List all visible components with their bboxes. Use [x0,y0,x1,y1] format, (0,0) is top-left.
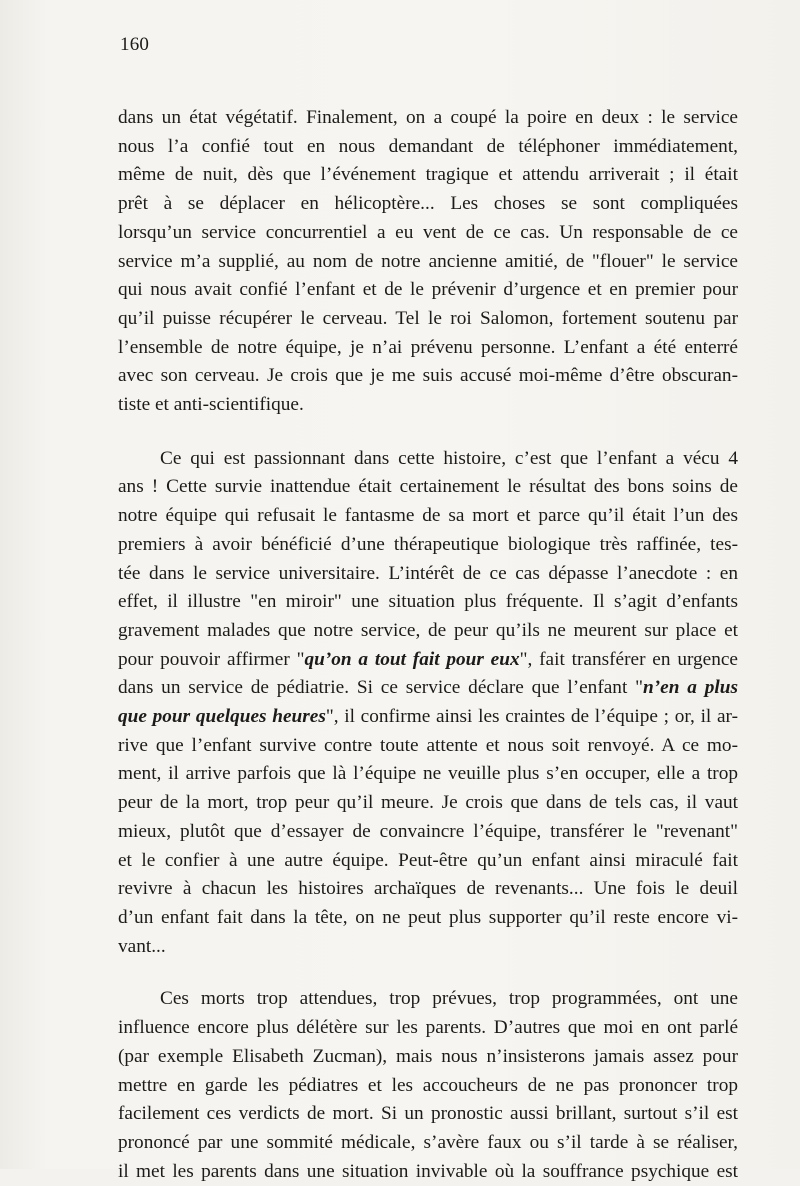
emphasis-quote: qu’on a tout fait pour eux [304,648,520,670]
paragraph-2 [118,445,738,962]
text-line: influence encore plus délétère sur les parents. D’autres que moi en ont parlé [118,1017,738,1039]
text-line: mieux, plutôt que d’essayer de convaincre l’équipe, transférer le "revenant" [118,820,738,842]
text-line: il met les parents dans une situation invivable où la souffrance psychique est [118,1160,738,1182]
paragraph-1 [118,104,738,420]
text-segment: ", il confirme ainsi les craintes de l’équipe ; or, il ar- [325,706,739,728]
text-line: Ce qui est passionnant dans cette histoire, c’est que l’enfant a vécu 4 [160,447,738,469]
page-number: 160 [120,34,150,55]
text-line: gravement malades que notre service, de peur qu’ils ne meurent sur place et [118,619,738,641]
text-line: notre équipe qui refusait le fantasme de sa mort et parce qu’il était l’un des [118,505,738,527]
text-line: avec son cerveau. Je crois que je me suis accusé moi-même d’être obscuran- [118,365,738,387]
text-line: qu’il puisse récupérer le cerveau. Tel le roi Salomon, fortement soutenu par [118,307,738,329]
text-line [118,646,738,675]
emphasis-quote: n’en a plus [643,677,738,699]
paragraph-3 [118,985,738,1186]
text-segment: ", fait transférer en urgence [519,648,738,670]
text-line: Ces morts trop attendues, trop prévues, trop programmées, ont une [160,988,738,1010]
text-line: même de nuit, dès que l’événement tragique et attendu arriverait ; il était [118,164,738,186]
text-segment: dans un service de pédiatrie. Si ce service déclare que l’enfant " [118,677,644,699]
text-line: mettre en garde les pédiatres et les accoucheurs de ne pas prononcer trop [118,1074,738,1096]
text-line: revivre à chacun les histoires archaïques de revenants... Une fois le deuil [118,878,738,900]
body-text [118,104,738,1186]
text-line: rive que l’enfant survive contre toute attente et nous soit renvoyé. A ce mo- [118,734,738,756]
emphasis-quote: que pour quelques heures [118,706,326,728]
text-line: vant... [118,935,166,957]
text-line: qui nous avait confié l’enfant et de le prévenir d’urgence et en premier pour [118,279,738,301]
text-line: tée dans le service universitaire. L’intérêt de ce cas dépasse l’anecdote : en [118,562,738,584]
text-line: dans un état végétatif. Finalement, on a coupé la poire en deux : le service [118,107,738,128]
text-line: peur de la mort, trop peur qu’il meure. Je crois que dans de tels cas, il vaut [118,792,738,814]
text-line [118,674,738,703]
text-line: service m’a supplié, au nom de notre ancienne amitié, de "flouer" le service [118,250,738,272]
text-line [118,703,738,732]
text-segment: pour pouvoir affirmer " [118,648,305,670]
text-line: et le confier à une autre équipe. Peut-être qu’un enfant ainsi miraculé fait [118,849,738,871]
text-line: (par exemple Elisabeth Zucman), mais nous n’insisterons jamais assez pour [118,1045,738,1067]
text-line: tiste et anti-scientifique. [118,394,304,416]
text-line: l’ensemble de notre équipe, je n’ai prévenu personne. L’enfant a été enterré [118,336,738,358]
text-line: ment, il arrive parfois que là l’équipe ne veuille plus s’en occuper, elle a trop [118,763,738,785]
text-line: nous l’a confié tout en nous demandant de téléphoner immédiatement, [118,135,738,157]
text-line: prêt à se déplacer en hélicoptère... Les choses se sont compliquées [118,193,738,215]
text-line: prononcé par une sommité médicale, s’avère faux ou s’il tarde à se réaliser, [118,1131,738,1153]
text-line: lorsqu’un service concurrentiel a eu vent de ce cas. Un responsable de ce [118,221,738,243]
text-line: effet, il illustre "en miroir" une situation plus fréquente. Il s’agit d’enfants [118,591,738,613]
text-line: d’un enfant fait dans la tête, on ne peut plus supporter qu’il reste encore vi- [118,906,738,928]
text-line: premiers à avoir bénéficié d’une thérapeutique biologique très raffinée, tes- [118,533,738,555]
text-line: facilement ces verdicts de mort. Si un pronostic aussi brillant, surtout s’il est [118,1103,738,1125]
text-line: ans ! Cette survie inattendue était certainement le résultat des bons soins de [118,476,738,498]
